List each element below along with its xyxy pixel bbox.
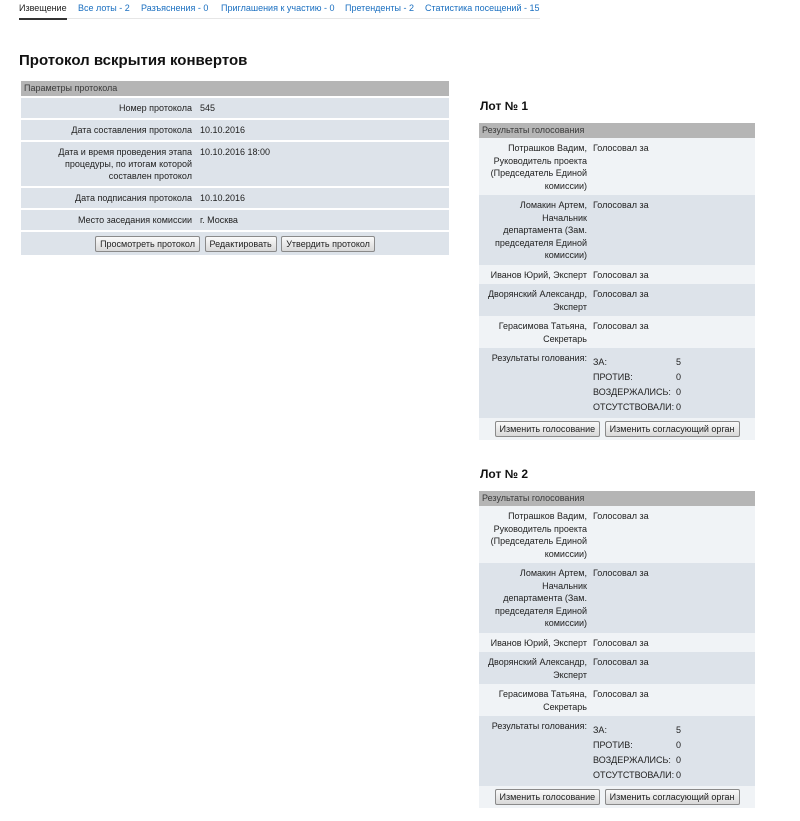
param-label: Дата и время проведения этапа процедуры, по итогам которой составлен протокол (58, 147, 192, 181)
result-line (593, 370, 696, 385)
params-buttons (21, 230, 449, 255)
vote-row (479, 633, 755, 653)
member-name: Дворянский Александр, Эксперт (487, 657, 587, 680)
lot-1-voting-panel (479, 123, 755, 440)
vote-value: Голосовал за (593, 143, 649, 153)
view-protocol-button[interactable]: Просмотреть протокол (95, 236, 200, 252)
tab-all-lots[interactable]: Все лоты - 2 (78, 3, 130, 13)
edit-button[interactable]: Редактировать (205, 236, 277, 252)
params-row (21, 186, 449, 208)
result-value: 0 (676, 402, 682, 412)
result-value: 0 (676, 770, 682, 780)
result-key: ЗА: (593, 725, 607, 735)
voting-results (479, 716, 755, 786)
param-value: г. Москва (200, 215, 238, 225)
member-name: Потрашков Вадим, Руководитель проекта (Председатель Единой комиссии) (490, 143, 587, 191)
result-line (593, 753, 696, 768)
vote-row (479, 195, 755, 265)
change-approving-body-button[interactable]: Изменить согласующий орган (605, 789, 740, 805)
results-label: Результаты голования: (491, 721, 587, 731)
result-key: ОТСУТСТВОВАЛИ: (593, 402, 675, 412)
member-name: Потрашков Вадим, Руководитель проекта (Председатель Единой комиссии) (490, 511, 587, 559)
param-label: Дата подписания протокола (75, 193, 192, 203)
param-value: 10.10.2016 (200, 193, 246, 203)
lot-buttons (479, 786, 755, 808)
member-name: Дворянский Александр, Эксперт (487, 289, 587, 312)
tab-visit-stats[interactable]: Статистика посещений - 15 (425, 3, 540, 13)
result-value: 0 (676, 755, 682, 765)
voting-header: Результаты голосования (479, 491, 755, 506)
vote-value: Голосовал за (593, 321, 649, 331)
member-name: Иванов Юрий, Эксперт (490, 637, 587, 648)
result-line (593, 768, 696, 783)
result-key: ЗА: (593, 357, 607, 367)
vote-row (479, 138, 755, 195)
params-header: Параметры протокола (21, 81, 449, 96)
tab-clarifications[interactable]: Разъяснения - 0 (141, 3, 209, 13)
tab-invitations[interactable]: Приглашения к участию - 0 (221, 3, 335, 13)
member-name: Герасимова Татьяна, Секретарь (498, 321, 587, 344)
result-value: 5 (676, 725, 682, 735)
result-key: ПРОТИВ: (593, 740, 633, 750)
result-key: ВОЗДЕРЖАЛИСЬ: (593, 387, 671, 397)
vote-row (479, 684, 755, 716)
result-line (593, 738, 696, 753)
vote-value: Голосовал за (593, 511, 649, 521)
vote-row (479, 506, 755, 563)
member-name: Ломакин Артем, Начальник департамента (Зам. председателя Единой комиссии) (495, 200, 587, 260)
result-value: 0 (676, 387, 682, 397)
vote-value: Голосовал за (593, 568, 649, 578)
param-label: Номер протокола (118, 103, 192, 113)
member-name: Ломакин Артем, Начальник департамента (Зам. председателя Единой комиссии) (495, 568, 587, 628)
vote-value: Голосовал за (593, 200, 649, 210)
lot-title: Лот № 1 (480, 99, 529, 113)
result-value: 0 (676, 740, 682, 750)
member-name: Иванов Юрий, Эксперт (490, 269, 587, 280)
vote-row (479, 652, 755, 684)
vote-row (479, 265, 755, 285)
vote-row (479, 316, 755, 348)
lot-title: Лот № 2 (480, 467, 529, 481)
change-vote-button[interactable]: Изменить голосование (495, 421, 601, 437)
page-title: Протокол вскрытия конвертов (19, 52, 248, 69)
approve-protocol-button[interactable]: Утвердить протокол (281, 236, 375, 252)
result-line (593, 355, 696, 370)
lot-2-voting-panel (479, 491, 755, 808)
vote-value: Голосовал за (593, 637, 649, 648)
params-row (21, 118, 449, 140)
result-key: ПРОТИВ: (593, 372, 633, 382)
result-value: 0 (676, 372, 682, 382)
member-name: Герасимова Татьяна, Секретарь (498, 689, 587, 712)
result-line (593, 400, 696, 415)
tab-notice[interactable]: Извещение (19, 3, 67, 13)
result-key: ОТСУТСТВОВАЛИ: (593, 770, 675, 780)
results-grid (593, 355, 696, 415)
vote-value: Голосовал за (593, 269, 649, 280)
voting-results (479, 348, 755, 418)
change-vote-button[interactable]: Изменить голосование (495, 789, 601, 805)
params-row (21, 96, 449, 118)
lot-buttons (479, 418, 755, 440)
param-value: 10.10.2016 18:00 (200, 147, 271, 157)
tab-bar (19, 0, 540, 19)
vote-row (479, 563, 755, 633)
protocol-params-panel (21, 81, 449, 255)
change-approving-body-button[interactable]: Изменить согласующий орган (605, 421, 740, 437)
result-line (593, 723, 696, 738)
vote-value: Голосовал за (593, 657, 649, 667)
result-line (593, 385, 696, 400)
results-grid (593, 723, 696, 783)
params-row (21, 140, 449, 186)
param-value: 545 (200, 103, 216, 113)
params-row (21, 208, 449, 230)
tab-applicants[interactable]: Претенденты - 2 (345, 3, 414, 13)
param-label: Место заседания комиссии (77, 215, 192, 225)
param-value: 10.10.2016 (200, 125, 246, 135)
results-label: Результаты голования: (491, 353, 587, 363)
voting-header: Результаты голосования (479, 123, 755, 138)
vote-value: Голосовал за (593, 289, 649, 299)
result-value: 5 (676, 357, 682, 367)
param-label: Дата составления протокола (71, 125, 192, 135)
result-key: ВОЗДЕРЖАЛИСЬ: (593, 755, 671, 765)
vote-value: Голосовал за (593, 689, 649, 699)
vote-row (479, 284, 755, 316)
